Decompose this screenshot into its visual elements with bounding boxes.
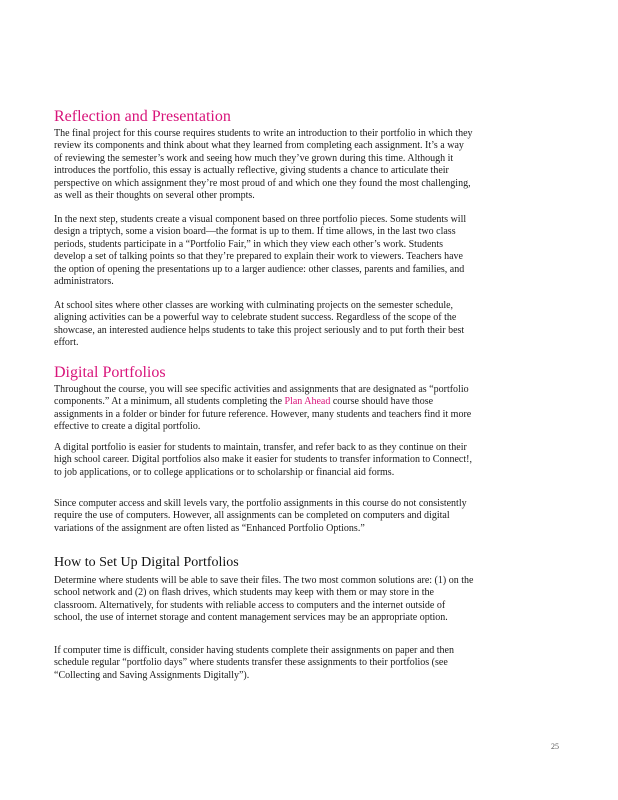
howto-paragraph-1: Determine where students will be able to save their files. The two most common solutions are: (1) on the school network and (2) on flash drives, which students may keep with them or may store in the classroom. Alternatively, for students with reliable access to computers and the internet outside of school, the use of internet storage and content management services may be an appropriate option. bbox=[54, 575, 474, 624]
section-heading-digital: Digital Portfolios bbox=[54, 364, 166, 381]
section-heading-howto: How to Set Up Digital Portfolios bbox=[54, 555, 239, 570]
reflection-section bbox=[54, 108, 474, 126]
reflection-body-3 bbox=[54, 300, 474, 350]
section-heading-reflection: Reflection and Presentation bbox=[54, 108, 231, 125]
plan-ahead-highlight: Plan Ahead bbox=[284, 396, 331, 408]
reflection-body bbox=[54, 128, 474, 202]
digital-paragraph-2: A digital portfolio is easier for students to maintain, transfer, and refer back to as they continue on their high school career. Digital portfolios also make it easier for students to transfer information to Connect!, to job applications, or to college applications or to scholarship or financial aid forms. bbox=[54, 442, 472, 478]
digital-paragraph-1 bbox=[54, 384, 474, 434]
howto-body bbox=[54, 575, 474, 625]
digital-paragraph-3: Since computer access and skill levels vary, the portfolio assignments in this course do not consistently require the use of computers. However, all assignments can be completed on computers and digital variations of the assignment are often listed as “Enhanced Portfolio Options.” bbox=[54, 498, 467, 534]
reflection-paragraph-2: In the next step, students create a visual component based on three portfolio pieces. Some students will design a triptych, some a vision board—the format is up to them. If time allows, in the last two class periods, students participate in a “Portfolio Fair,” in which they view each other’s work. Students develop a set of talking points so that they’re prepared to explain their work to viewers. Teachers have the option of opening the presentations up to a larger audience: other classes, parents and families, and administrators. bbox=[54, 214, 467, 288]
reflection-body-2 bbox=[54, 214, 474, 288]
howto-body-2 bbox=[54, 645, 474, 682]
digital-p1-text-a: Throughout the course, you will see specific activities and assignments that are designated as “portfolio components.” At a minimum, all students completing the bbox=[54, 384, 469, 408]
digital-body-3 bbox=[54, 498, 474, 535]
digital-section bbox=[54, 364, 474, 382]
digital-p1-text-b: course should have those assignments in a folder or binder for future reference. However, many students and teachers find it more effective to create a digital portfolio. bbox=[54, 396, 472, 433]
digital-body bbox=[54, 384, 474, 434]
page-number: 25 bbox=[551, 742, 559, 751]
digital-body-2 bbox=[54, 442, 474, 479]
howto-paragraph-2: If computer time is difficult, consider having students complete their assignments on paper and then schedule regular “portfolio days” where students transfer these assignments to their portfolios (see “Collecting and Saving Assignments Digitally”). bbox=[54, 645, 454, 681]
reflection-paragraph-1: The final project for this course requires students to write an introduction to their portfolio in which they review its components and think about what they learned from completing each assignment. It’s a way of reviewing the semester’s work and seeing how much they’ve grown during this time. Although it introduces the portfolio, this essay is actually reflective, giving students a chance to articulate their perspective on which assignment they’re most proud of and which one they found the most challenging, as well as their thoughts on several other prompts. bbox=[54, 128, 473, 202]
reflection-paragraph-3: At school sites where other classes are working with culminating projects on the semester schedule, aligning activities can be a powerful way to celebrate student success. Regardless of the scope of the showcase, an interested audience helps students to take this project seriously and to put forth their best effort. bbox=[54, 300, 465, 349]
howto-section bbox=[54, 555, 474, 571]
